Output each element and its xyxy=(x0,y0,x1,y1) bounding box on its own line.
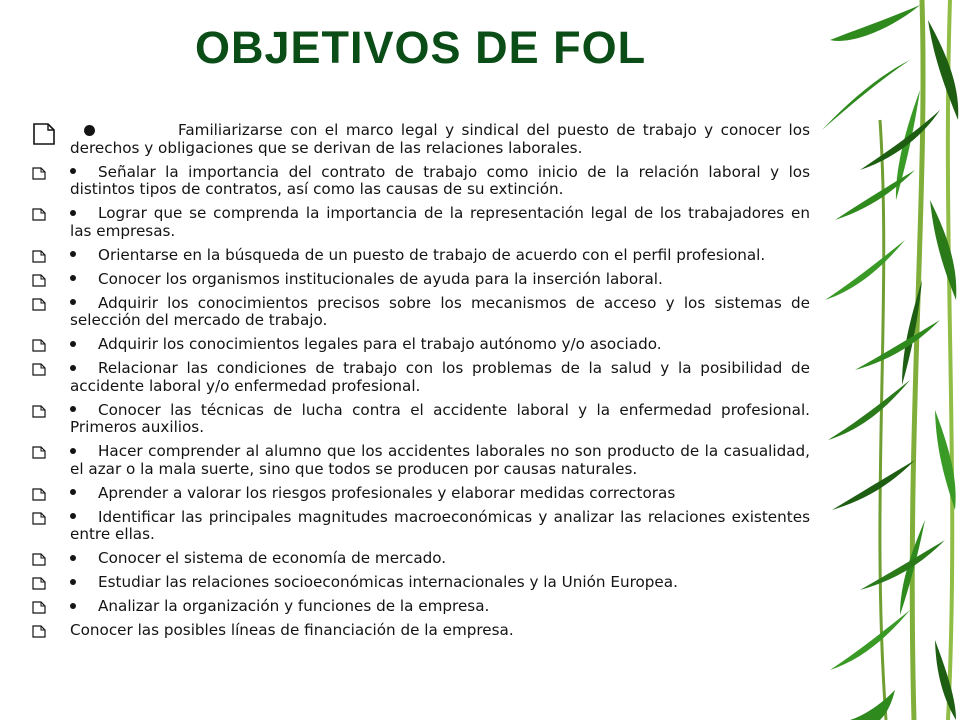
objective-text: Lograr que se comprenda la importancia de la representación legal de los trabajadores en las empresas. xyxy=(70,204,810,240)
bullet-dot-icon xyxy=(70,365,76,371)
page-curl-icon xyxy=(32,403,46,418)
list-item xyxy=(32,509,810,544)
list-item xyxy=(32,574,810,592)
bamboo-leaf-cluster xyxy=(822,5,958,720)
list-item xyxy=(32,402,810,437)
list-item xyxy=(32,295,810,330)
objective-text: Adquirir los conocimientos precisos sobre los mecanismos de acceso y los sistemas de selección del mercado de trabajo. xyxy=(70,293,810,329)
page-curl-icon xyxy=(32,599,46,614)
objective-text: Hacer comprender al alumno que los accidentes laborales no son producto de la casualidad, el azar o la mala suerte, sino que todos se producen por causas naturales. xyxy=(70,442,810,478)
page-curl-icon xyxy=(32,551,46,566)
objective-text: Familiarizarse con el marco legal y sindical del puesto de trabajo y conocer los derechos y obligaciones que se derivan de las relaciones laborales. xyxy=(70,121,810,157)
page-curl-icon xyxy=(32,623,46,638)
objective-text: Conocer los organismos institucionales de ayuda para la inserción laboral. xyxy=(98,269,663,288)
list-item xyxy=(32,443,810,478)
bullet-dot-icon xyxy=(70,341,76,347)
page-curl-icon xyxy=(32,120,56,146)
bullet-dot-icon xyxy=(70,579,76,585)
list-item xyxy=(32,622,810,640)
objectives-list xyxy=(32,122,810,646)
page-curl-icon xyxy=(32,206,46,221)
objective-text: Señalar la importancia del contrato de trabajo como inicio de la relación laboral y los distintos tipos de contratos, así como las causas de su extinción. xyxy=(70,162,810,198)
list-item xyxy=(32,360,810,395)
bullet-dot-icon xyxy=(70,489,76,495)
objective-text: Analizar la organización y funciones de la empresa. xyxy=(98,597,490,615)
page-curl-icon xyxy=(32,272,46,287)
page-curl-icon xyxy=(32,361,46,376)
objective-text: Conocer las técnicas de lucha contra el accidente laboral y la enfermedad profesional. Primeros auxilios. xyxy=(70,400,810,436)
list-item xyxy=(32,122,810,157)
objective-text: Relacionar las condiciones de trabajo con los problemas de la salud y la posibilidad de accidente laboral y/o enfermedad profesional. xyxy=(70,359,810,395)
bullet-dot-icon xyxy=(70,251,76,257)
objective-text: Estudiar las relaciones socioeconómicas internacionales y la Unión Europea. xyxy=(98,573,678,591)
bullet-dot-icon xyxy=(70,406,76,412)
page-curl-icon xyxy=(32,337,46,352)
page-curl-icon xyxy=(32,510,46,525)
list-item xyxy=(32,485,810,503)
bullet-dot-icon xyxy=(84,125,95,136)
bullet-dot-icon xyxy=(70,210,76,216)
bamboo-leaves-decoration xyxy=(810,0,960,720)
objective-text: Conocer las posibles líneas de financiación de la empresa. xyxy=(70,621,514,639)
page-curl-icon xyxy=(32,444,46,459)
bullet-dot-icon xyxy=(70,513,76,519)
objective-text: Conocer el sistema de economía de mercado. xyxy=(98,549,447,567)
page-curl-icon xyxy=(32,575,46,590)
objective-text: Aprender a valorar los riesgos profesionales y elaborar medidas correctoras xyxy=(98,483,676,502)
page-curl-icon xyxy=(32,486,46,501)
page-curl-icon xyxy=(32,296,46,311)
list-item xyxy=(32,271,810,289)
objective-text: Adquirir los conocimientos legales para el trabajo autónomo y/o asociado. xyxy=(98,335,662,353)
bullet-dot-icon xyxy=(70,555,76,561)
list-item xyxy=(32,336,810,354)
bullet-dot-icon xyxy=(70,603,76,609)
list-item xyxy=(32,247,810,265)
list-item xyxy=(32,205,810,240)
list-item xyxy=(32,550,810,568)
bullet-dot-icon xyxy=(70,448,76,454)
bullet-dot-icon xyxy=(70,168,76,174)
list-item xyxy=(32,598,810,616)
slide-title: OBJETIVOS DE FOL xyxy=(195,22,647,73)
objective-text: Identificar las principales magnitudes macroeconómicas y analizar las relaciones existentes entre ellas. xyxy=(70,507,810,543)
page-curl-icon xyxy=(32,165,46,180)
bullet-dot-icon xyxy=(70,275,76,281)
bullet-dot-icon xyxy=(70,299,76,305)
list-item xyxy=(32,164,810,199)
page-curl-icon xyxy=(32,248,46,263)
objective-text: Orientarse en la búsqueda de un puesto de trabajo de acuerdo con el perfil profesional. xyxy=(98,245,766,264)
